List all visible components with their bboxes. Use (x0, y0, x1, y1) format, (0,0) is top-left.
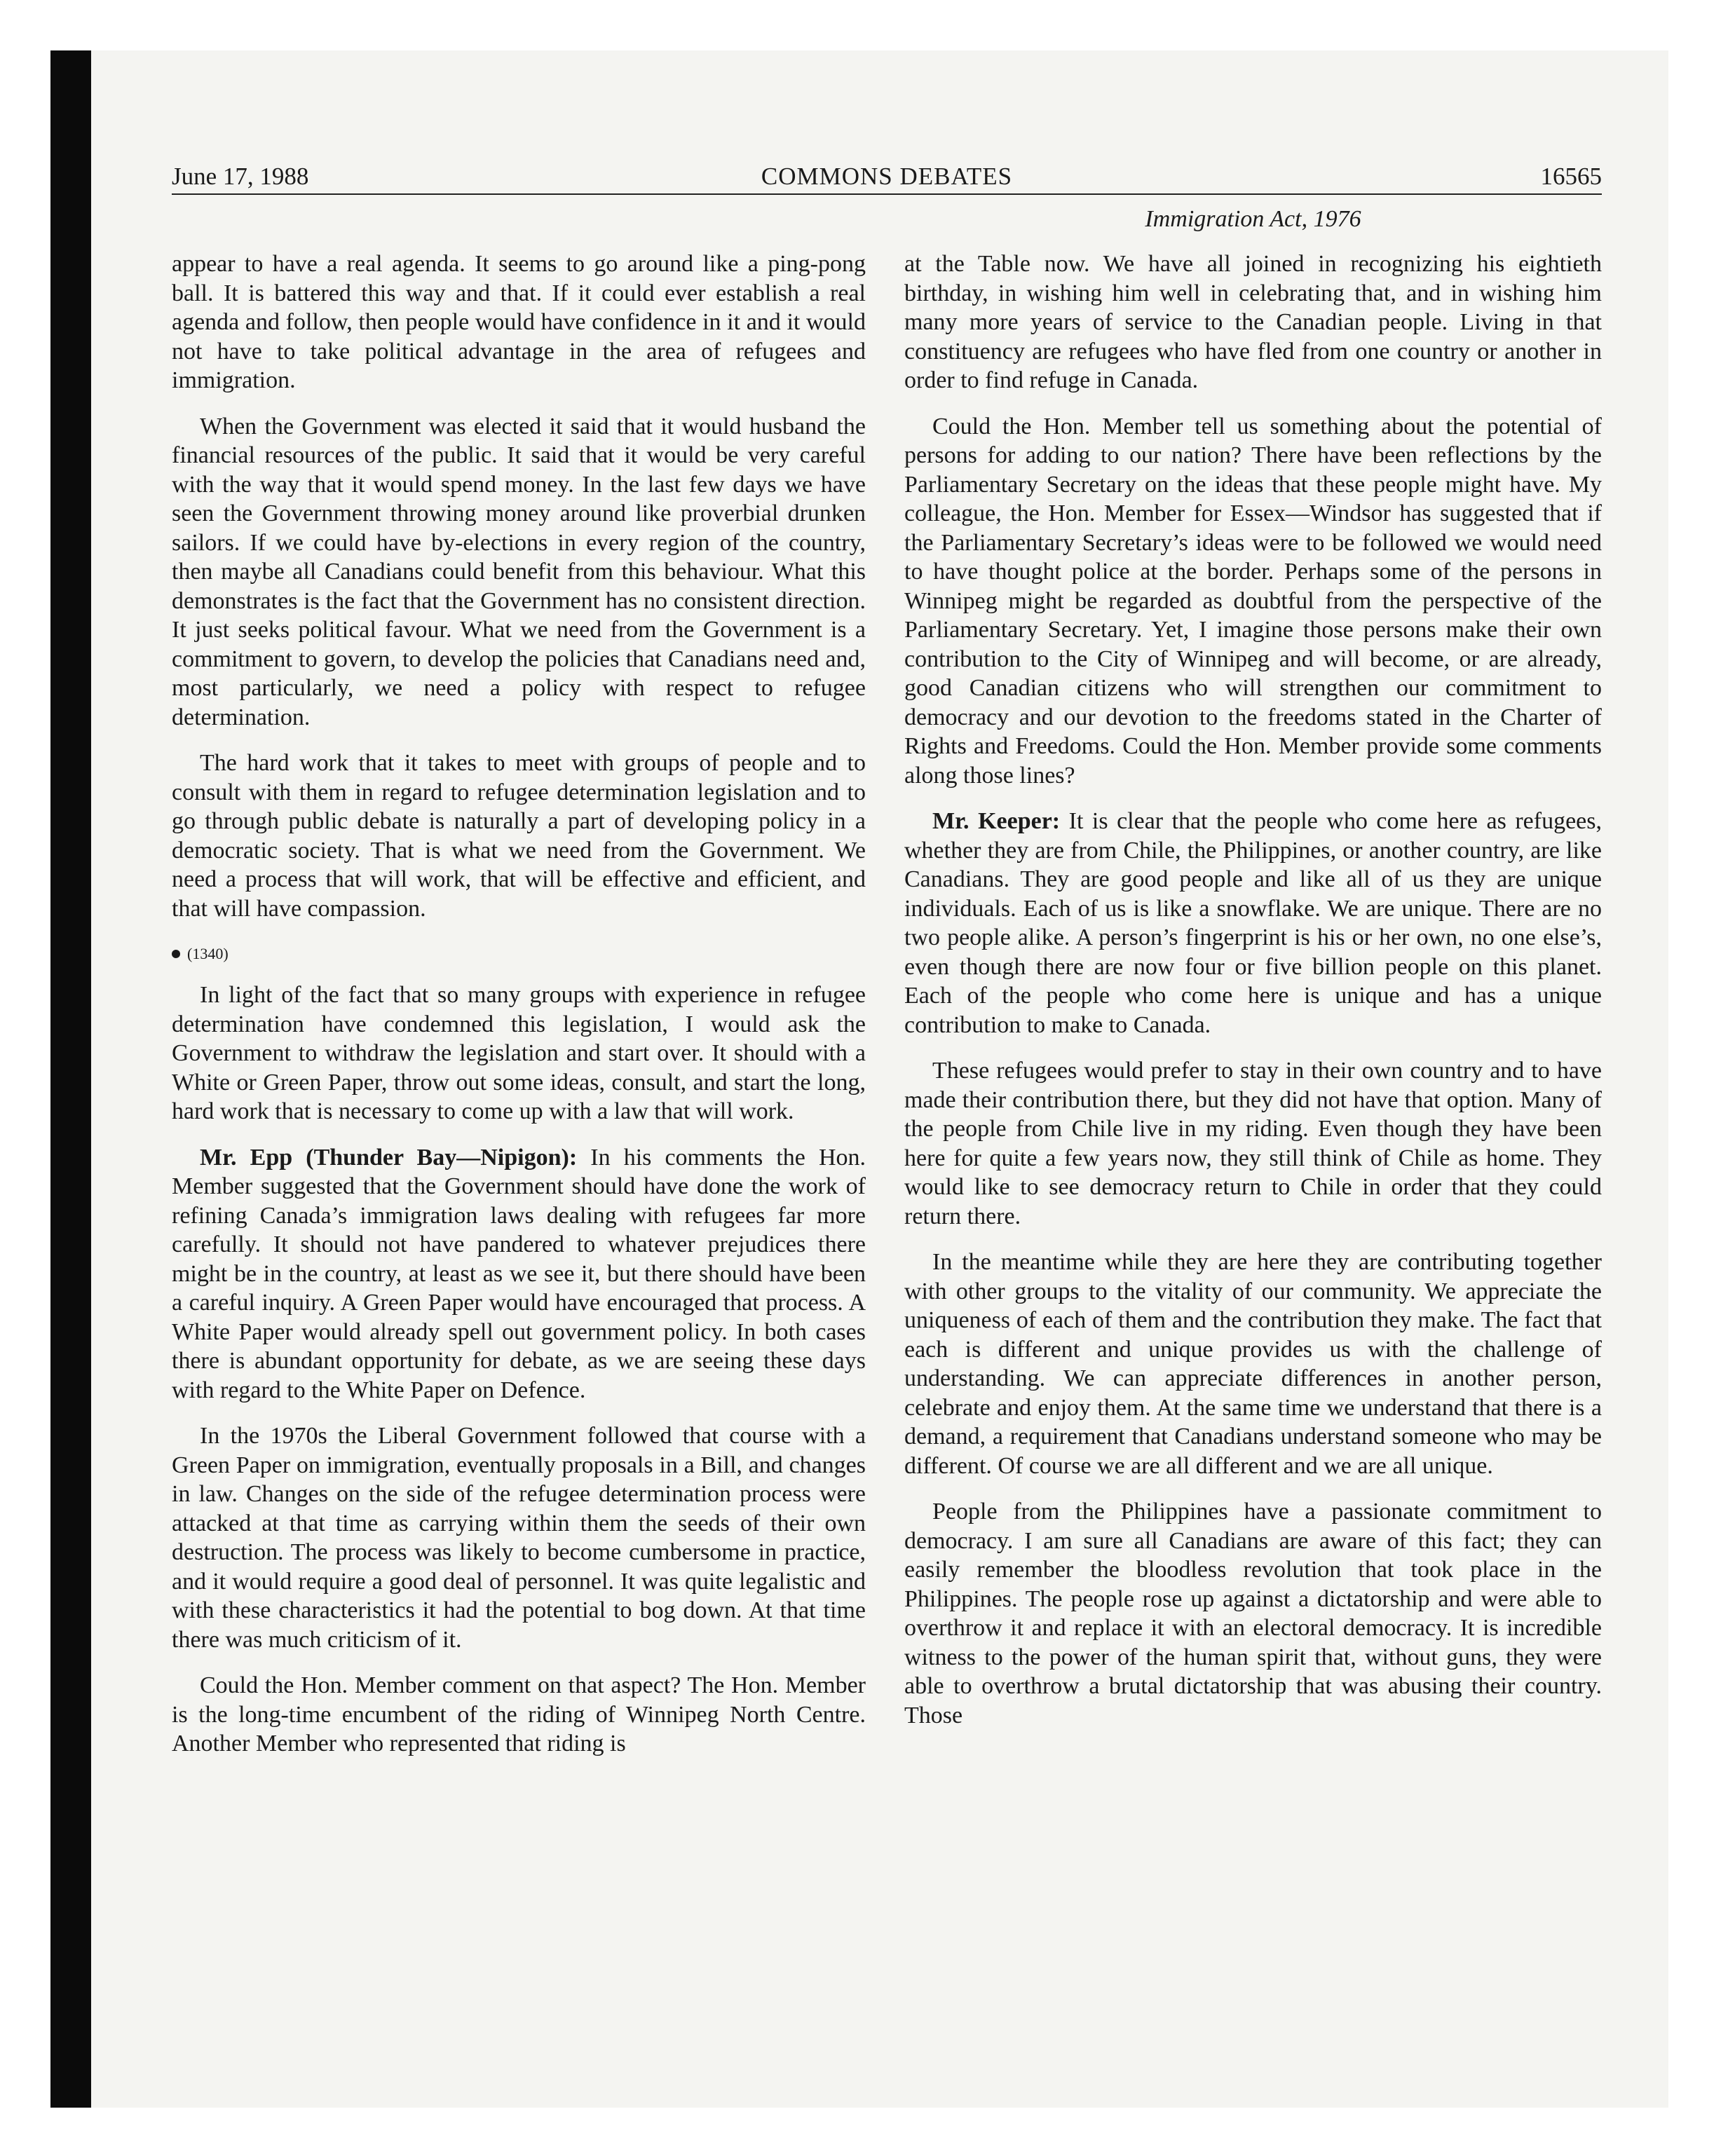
time-marker (172, 940, 866, 968)
paragraph: Could the Hon. Member comment on that aspect? The Hon. Member is the long-time encumbent of the riding of Winnipeg North Centre. Another Member who represented that riding is (172, 1672, 866, 1756)
paragraph: In light of the fact that so many groups with experience in refugee determination have condemned this legislation, I would ask the Government to withdraw the legislation and start over. It should with a White or Green Paper, throw out some ideas, consult, and start the long, hard work that is necessary to come up with a law that will work. (172, 982, 866, 1124)
paragraph (172, 1143, 866, 1405)
paragraph: People from the Philippines have a passionate commitment to democracy. I am sure all Canadians are aware of this fact; they can easily remember the bloodless revolution that took place in the Philippines. The people rose up against a dictatorship and were able to overthrow it and replace it with an electoral democracy. It is incredible witness to the power of the human spirit that, without guns, they were able to overthrow a brutal dictatorship that was abusing their country. Those (904, 1499, 1602, 1728)
speaker-name: Mr. Keeper: (932, 808, 1061, 834)
page-number: 16565 (1540, 163, 1602, 190)
paragraph: at the Table now. We have all joined in recognizing his eightieth birthday, in wishing him well in celebrating that, and in wishing him many more years of service to the Canadian people. Living in that constituency are refugees who have fled from one country or another in order to find refuge in Canada. (904, 251, 1602, 393)
paragraph: Could the Hon. Member tell us something about the potential of persons for adding to our nation? There have been reflections by the Parliamentary Secretary on the ideas that these people might have. My colleague, the Hon. Member for Essex—Windsor has suggested that if the Parliamentary Secretary’s ideas were to be followed we would need to have thought police at the border. Perhaps some of the persons in Winnipeg might be regarded as doubtful from the perspective of the Parliamentary Secretary. Yet, I imagine those persons make their own contribution to the City of Winnipeg and will become, or are already, good Canadian citizens who will strengthen our commitment to democracy and our devotion to the freedoms stated in the Charter of Rights and Freedoms. Could the Hon. Member provide some comments along those lines? (904, 413, 1602, 789)
section-subtitle: Immigration Act, 1976 (1145, 206, 1361, 232)
paragraph: When the Government was elected it said that it would husband the financial resources of the public. It said that it would be very careful with the way that it would spend money. In the last few days we have seen the Government throwing money around like proverbial drunken sailors. If we could have by-elections in every region of the country, then maybe all Canadians could benefit from this behaviour. What this demonstrates is the fact that the Government has no consistent direction. It just seeks political favour. What we need from the Government is a commitment to govern, to develop the policies that Canadians need and, most particularly, we need a policy with respect to refugee determination. (172, 413, 866, 730)
scan-border (50, 50, 91, 2108)
right-column (904, 250, 1602, 1730)
header-date: June 17, 1988 (172, 163, 309, 190)
paragraph (904, 807, 1602, 1039)
page-header (172, 160, 1602, 193)
bullet-icon (172, 950, 180, 958)
speaker-name: Mr. Epp (Thunder Bay—Nipigon): (200, 1144, 578, 1171)
paragraph: In the meantime while they are here they are contributing together with other groups to the vitality of our community. We appreciate the uniqueness of each of them and the contribution they make. The fact that each is different and unique provides us with the challenge of understanding. We can appreciate differences in another person, celebrate and enjoy them. At the same time we understand that there is a demand, a requirement that Canadians understand someone who may be different. Of course we are all different and we are all unique. (904, 1249, 1602, 1479)
header-rule (172, 193, 1602, 195)
paragraph: The hard work that it takes to meet with groups of people and to consult with them in regard to refugee determination legislation and to go through public debate is naturally a part of developing policy in a democratic society. That is what we need from the Government. We need a process that will work, that will be effective and efficient, and that will have compassion. (172, 750, 866, 922)
speech-text: It is clear that the people who come here as refugees, whether they are from Chile, the Philippines, or another country, are like Canadians. They are good people and like all of us they are unique individuals. Each of us is like a snowflake. We are unique. There are no two people alike. A person’s fingerprint is his or her own, no one else’s, even though there are now four or five billion people on this planet. Each of the people who come here is unique and has a unique contribution to make to Canada. (904, 808, 1602, 1038)
speech-text: In his comments the Hon. Member suggested that the Government should have done the work of refining Canada’s immigration laws dealing with refugees far more carefully. It should not have pandered to whatever prejudices there might be in the country, at least as we see it, but there should have been a careful inquiry. A Green Paper would have encouraged that process. A White Paper would already spell out government policy. In both cases there is abundant opportunity for debate, as we are seeing these days with regard to the White Paper on Defence. (172, 1144, 866, 1403)
paragraph: In the 1970s the Liberal Government followed that course with a Green Paper on immigration, eventually proposals in a Bill, and changes in law. Changes on the side of the refugee determination process were attacked at that time as carrying within them the seeds of their own destruction. The process was likely to become cumbersome in practice, and it would require a good deal of personnel. It was quite legalistic and with these characteristics it had the potential to bog down. At that time there was much criticism of it. (172, 1423, 866, 1653)
paragraph: appear to have a real agenda. It seems to go around like a ping-pong ball. It is battered this way and that. If it could ever establish a real agenda and follow, then people would have confidence in it and it would not have to take political advantage in the area of refugees and immigration. (172, 251, 866, 393)
left-column (172, 250, 866, 1759)
paragraph: These refugees would prefer to stay in their own country and to have made their contribution there, but they did not have that option. Many of the people from Chile live in my riding. Even though they have been here for quite a few years now, they still think of Chile as home. They would like to see democracy return to Chile in order that they could return there. (904, 1058, 1602, 1229)
header-title: COMMONS DEBATES (761, 163, 1013, 190)
time-marker-label: (1340) (187, 945, 229, 962)
